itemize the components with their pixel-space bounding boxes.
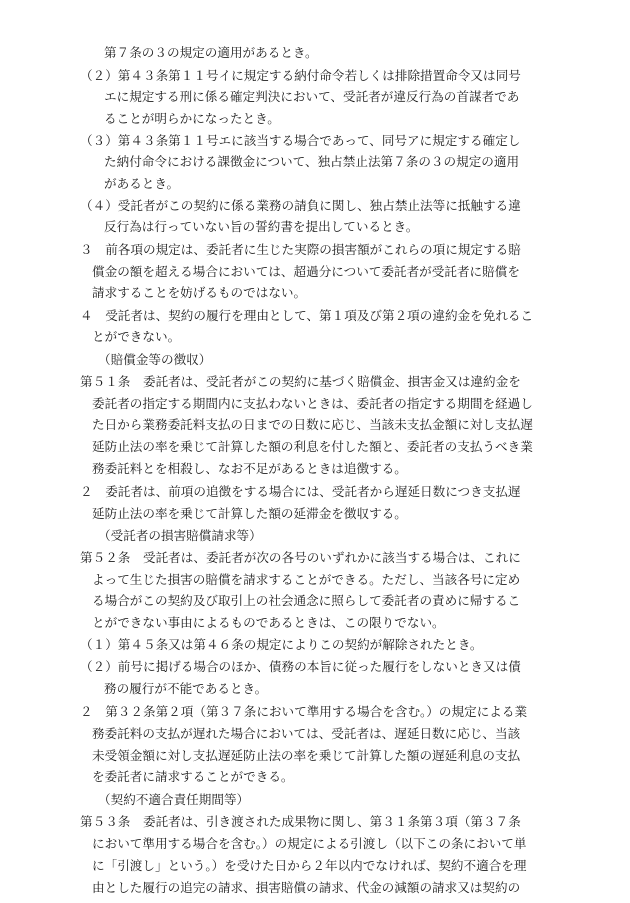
- text-line: 由とした履行の追完の請求、損害賠償の請求、代金の減額の請求又は契約の: [92, 880, 521, 895]
- section-heading: （受託者の損害賠償請求等）: [98, 528, 262, 543]
- text-line: に「引渡し」という。）を受けた日から２年以内でなければ、契約不適合を理: [92, 858, 527, 873]
- text-line: 委託者の指定する期間内に支払わないときは、委託者の指定する期間を経過し: [92, 396, 533, 411]
- text-line: （１）第４５条又は第４６条の規定によりこの契約が解除されたとき。: [80, 637, 483, 652]
- text-line: とができない事由によるものであるときは、この限りでない。: [92, 615, 445, 630]
- text-line: において準用する場合を含む。）の規定による引渡し（以下この条において単: [92, 836, 527, 851]
- text-line: る場合がこの契約及び取引上の社会通念に照らして委託者の責めに帰するこ: [92, 593, 521, 608]
- text-line: 務委託料とを相殺し、なお不足があるときは追徴する。: [92, 461, 407, 476]
- text-line: た日から業務委託料支払の日までの日数に応じ、当該未支払金額に対し支払遅: [92, 417, 533, 432]
- text-line: 延防止法の率を乗じて計算した額の利息を付した額と、委託者の支払うべき業: [92, 439, 533, 454]
- text-line: 第７条の３の規定の適用があるとき。: [104, 45, 318, 60]
- section-heading: （賠償金等の徴収）: [98, 352, 212, 367]
- text-line: エに規定する刑に係る確定判決において、受託者が違反行為の首謀者であ: [104, 89, 520, 104]
- text-line: 務委託料の支払が遅れた場合においては、受託者は、遅延日数に応じ、当該: [92, 726, 521, 741]
- text-line: 第５１条 委託者は、受託者がこの契約に基づく賠償金、損害金又は違約金を: [80, 374, 521, 389]
- text-line: 延防止法の率を乗じて計算した額の延滞金を徴収する。: [92, 506, 407, 521]
- text-line: よって生じた損害の賠償を請求することができる。ただし、当該各号に定め: [92, 572, 521, 587]
- text-line: ２ 委託者は、前項の追徴をする場合には、受託者から遅延日数につき支払遅: [80, 484, 521, 499]
- text-line: 務の履行が不能であるとき。: [104, 681, 268, 696]
- text-line: 請求することを妨げるものではない。: [92, 285, 307, 300]
- text-line: （２）前号に掲げる場合のほか、債務の本旨に従った履行をしないとき又は債: [80, 659, 521, 674]
- text-line: とができない。: [92, 329, 181, 344]
- text-line: 償金の額を超える場合においては、超過分について委託者が受託者に賠償を: [92, 264, 520, 279]
- text-line: 第５２条 受託者は、委託者が次の各号のいずれかに該当する場合は、これに: [80, 550, 521, 565]
- text-line: （３）第４３条第１１号エに該当する場合であって、同号アに規定する確定し: [80, 133, 521, 148]
- text-line: ４ 受託者は、契約の履行を理由として、第１項及び第２項の違約金を免れるこ: [80, 308, 534, 323]
- text-line: （２）第４３条第１１号イに規定する納付命令若しくは排除措置命令又は同号: [80, 68, 521, 83]
- section-heading: （契約不適合責任期間等）: [98, 792, 250, 807]
- text-line: 反行為は行っていない旨の誓約書を提出しているとき。: [104, 219, 419, 234]
- text-line: ることが明らかになったとき。: [104, 111, 280, 126]
- text-line: 第５３条 委託者は、引き渡された成果物に関し、第３１条第３項（第３７条: [80, 814, 521, 829]
- text-line: （４）受託者がこの契約に係る業務の請負に関し、独占禁止法等に抵触する違: [80, 198, 521, 213]
- text-line: ２ 第３２条第２項（第３７条において準用する場合を含む。）の規定による業: [80, 704, 528, 719]
- text-line: があるとき。: [104, 176, 180, 191]
- text-line: た納付命令における課徴金について、独占禁止法第７条の３の規定の適用: [104, 154, 520, 169]
- text-line: 未受領金額に対し支払遅延防止法の率を乗じて計算した額の遅延利息の支払: [92, 748, 521, 763]
- text-line: ３ 前各項の規定は、委託者に生じた実際の損害額がこれらの項に規定する賠: [80, 242, 521, 257]
- text-line: を委託者に請求することができる。: [92, 769, 294, 784]
